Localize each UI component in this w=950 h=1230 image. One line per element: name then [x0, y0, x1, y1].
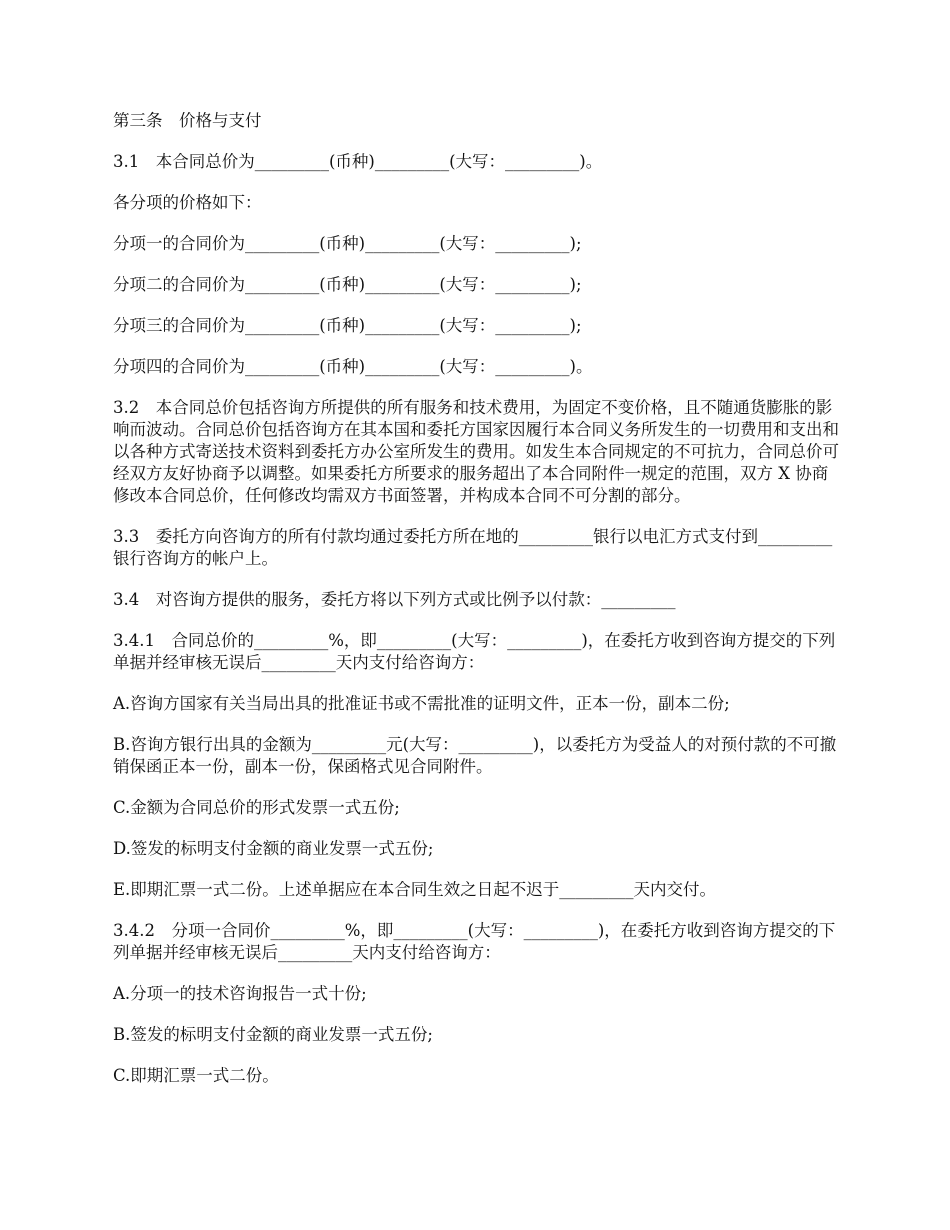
doc-item-e: E.即期汇票一式二份。上述单据应在本合同生效之日起不迟于_________天内交付。 — [113, 880, 717, 899]
clause-3-2: 3.2 本合同总价包括咨询方所提供的所有服务和技术费用，为固定不变价格，且不随通货膨胀的影响而波动。合同总价包括咨询方在其本国和委托方国家因履行本合同义务所发生的一切费用和支出和以各种方式寄送技术资料到委托方办公室所发生的费用。如发生本合同规定的不可抗力，合同总价可经双方友好协商予以调整。如果委托方所要求的服务超出了本合同附件一规定的范围，双方 X 协商修改本合同总价，任何修改均需双方书面签署，并构成本合同不可分割的部分。 — [113, 398, 839, 505]
subitem-4-price: 分项四的合同价为_________(币种)_________(大写：_________)。 — [113, 357, 593, 376]
clause-3-3: 3.3 委托方向咨询方的所有付款均通过委托方所在地的_________银行以电汇方式支付到_________银行咨询方的帐户上。 — [113, 527, 833, 568]
sub-doc-item-a: A.分项一的技术咨询报告一式十份; — [113, 984, 367, 1003]
doc-item-b: B.咨询方银行出具的金额为_________元(大写：_________)，以委托方为受益人的对预付款的不可撤销保函正本一份，副本一份，保函格式见合同附件。 — [113, 735, 837, 776]
subitem-intro: 各分项的价格如下： — [113, 193, 262, 212]
clause-3-1: 3.1 本合同总价为_________(币种)_________(大写：_________)。 — [113, 152, 603, 171]
doc-item-c: C.金额为合同总价的形式发票一式五份; — [113, 798, 400, 817]
article-heading: 第三条 价格与支付 — [113, 111, 262, 130]
doc-item-a: A.咨询方国家有关当局出具的批准证书或不需批准的证明文件，正本一份，副本二份; — [113, 694, 730, 713]
document-page — [113, 110, 843, 1106]
sub-doc-item-c: C.即期汇票一式二份。 — [113, 1066, 279, 1085]
subitem-2-price: 分项二的合同价为_________(币种)_________(大写：_________); — [113, 275, 582, 294]
subitem-1-price: 分项一的合同价为_________(币种)_________(大写：_________); — [113, 234, 582, 253]
clause-3-4: 3.4 对咨询方提供的服务，委托方将以下列方式或比例予以付款：_________ — [113, 590, 676, 609]
clause-3-4-2: 3.4.2 分项一合同价_________%，即_________(大写：_________)，在委托方收到咨询方提交的下列单据并经审核无误后_________天内支付给咨询方： — [113, 921, 836, 962]
sub-doc-item-b: B.签发的标明支付金额的商业发票一式五份; — [113, 1025, 433, 1044]
doc-item-d: D.签发的标明支付金额的商业发票一式五份; — [113, 839, 434, 858]
subitem-3-price: 分项三的合同价为_________(币种)_________(大写：_________); — [113, 316, 582, 335]
clause-3-4-1: 3.4.1 合同总价的_________%，即_________(大写：_________)，在委托方收到咨询方提交的下列单据并经审核无误后_________天内支付给咨询方： — [113, 631, 836, 672]
